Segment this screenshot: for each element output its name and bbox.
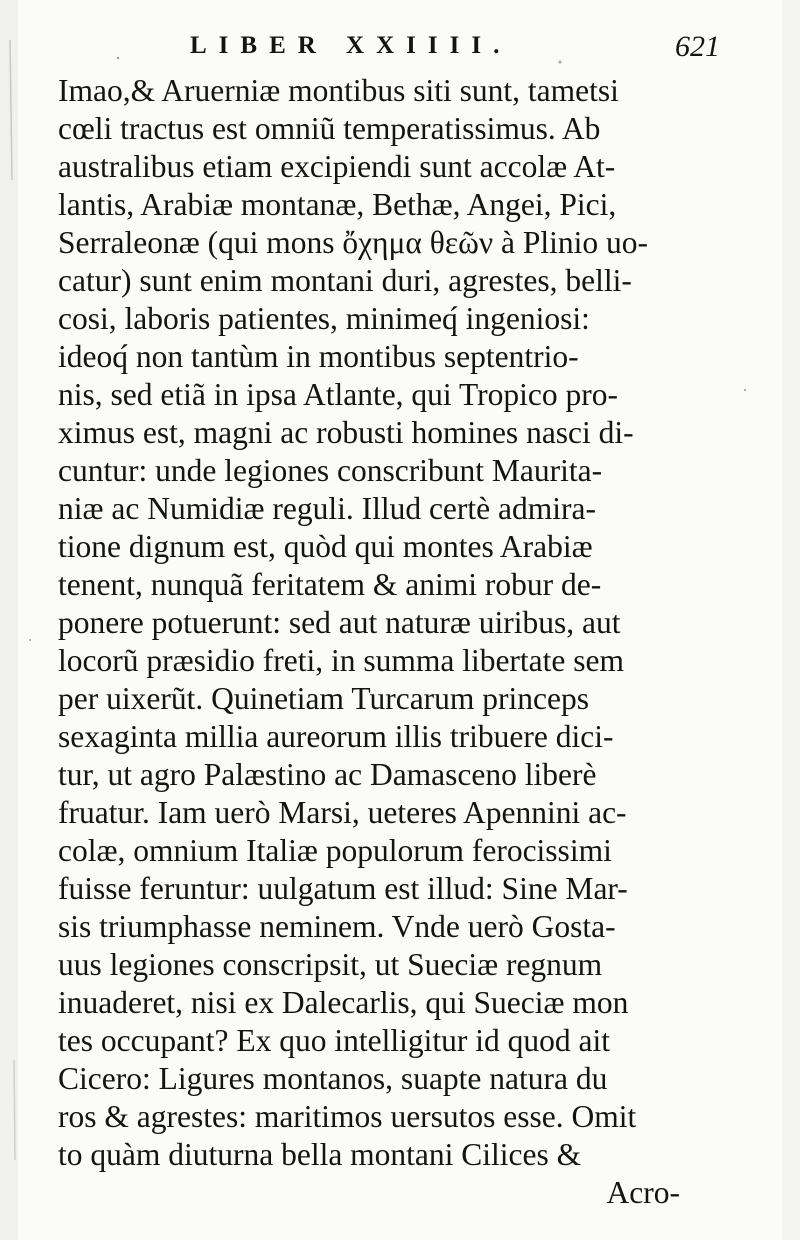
left-gutter-shade (0, 0, 18, 1240)
text-line: sis triumphasse neminem. Vnde uerò Gosta- (58, 909, 616, 944)
text-line: fuisse feruntur: uulgatum est illud: Sine Mar- (58, 871, 628, 906)
text-line: catur) sunt enim montani duri, agrestes, belli- (58, 263, 632, 298)
text-line: niæ ac Numidiæ reguli. Illud certè admira- (58, 491, 596, 526)
running-head (40, 26, 720, 66)
text-line: colæ, omnium Italiæ populorum ferocissimi (58, 833, 612, 868)
speckle (29, 639, 31, 641)
text-line: ponere potuerunt: sed aut naturæ uiribus, aut (58, 605, 621, 640)
text-line: australibus etiam excipiendi sunt accolæ At- (58, 149, 616, 184)
text-line: sexaginta millia aureorum illis tribuere dici- (58, 719, 614, 754)
text-line: tur, ut agro Palæstino ac Damasceno liberè (58, 757, 597, 792)
text-line: cosi, laboris patientes, minimeq́ ingeniosi: (58, 301, 590, 336)
catchword: Acro- (606, 1175, 680, 1210)
body-text (58, 72, 680, 1212)
scan-streak (14, 1060, 15, 1160)
speckle (744, 389, 746, 391)
text-line: to quàm diuturna bella montani Cilices & (58, 1137, 582, 1172)
text-line: per uixerũt. Quinetiam Turcarum princeps (58, 681, 590, 716)
text-line: Cicero: Ligures montanos, suapte natura du (58, 1061, 608, 1096)
text-line: fruatur. Iam uerò Marsi, ueteres Apennini ac- (58, 795, 627, 830)
text-line: inuaderet, nisi ex Dalecarlis, qui Sueciæ mon (58, 985, 629, 1020)
text-line: ros & agrestes: maritimos uersutos esse. Omit (58, 1099, 637, 1134)
text-line: cœli tractus est omniũ temperatissimus. Ab (58, 111, 601, 146)
text-line: nis, sed etiã in ipsa Atlante, qui Tropico pro- (58, 377, 618, 412)
page-number: 621 (675, 30, 720, 63)
text-line: tione dignum est, quòd qui montes Arabiæ (58, 529, 593, 564)
text-line: ximus est, magni ac robusti homines nasci di- (58, 415, 634, 450)
scan-streak (10, 40, 12, 180)
text-line: Serraleonæ (qui mons ὄχημα θεῶν à Plinio uo- (58, 225, 648, 260)
right-edge-shade (782, 0, 800, 1240)
running-title: LIBER XXIIII. (190, 32, 512, 59)
text-line: tes occupant? Ex quo intelligitur id quod ait (58, 1023, 611, 1058)
text-line: cuntur: unde legiones conscribunt Maurita- (58, 453, 603, 488)
text-line: uus legiones conscripsit, ut Sueciæ regnum (58, 947, 603, 982)
text-line: ideoq́ non tantùm in montibus septentrio- (58, 339, 579, 374)
text-line: lantis, Arabiæ montanæ, Bethæ, Angei, Pici, (58, 187, 617, 222)
text-line: tenent, nunquã feritatem & animi robur de- (58, 567, 602, 602)
text-line: Imao,& Aruerniæ montibus siti sunt, tametsi (58, 73, 619, 108)
text-line: locorũ præsidio freti, in summa libertate sem (58, 643, 625, 678)
